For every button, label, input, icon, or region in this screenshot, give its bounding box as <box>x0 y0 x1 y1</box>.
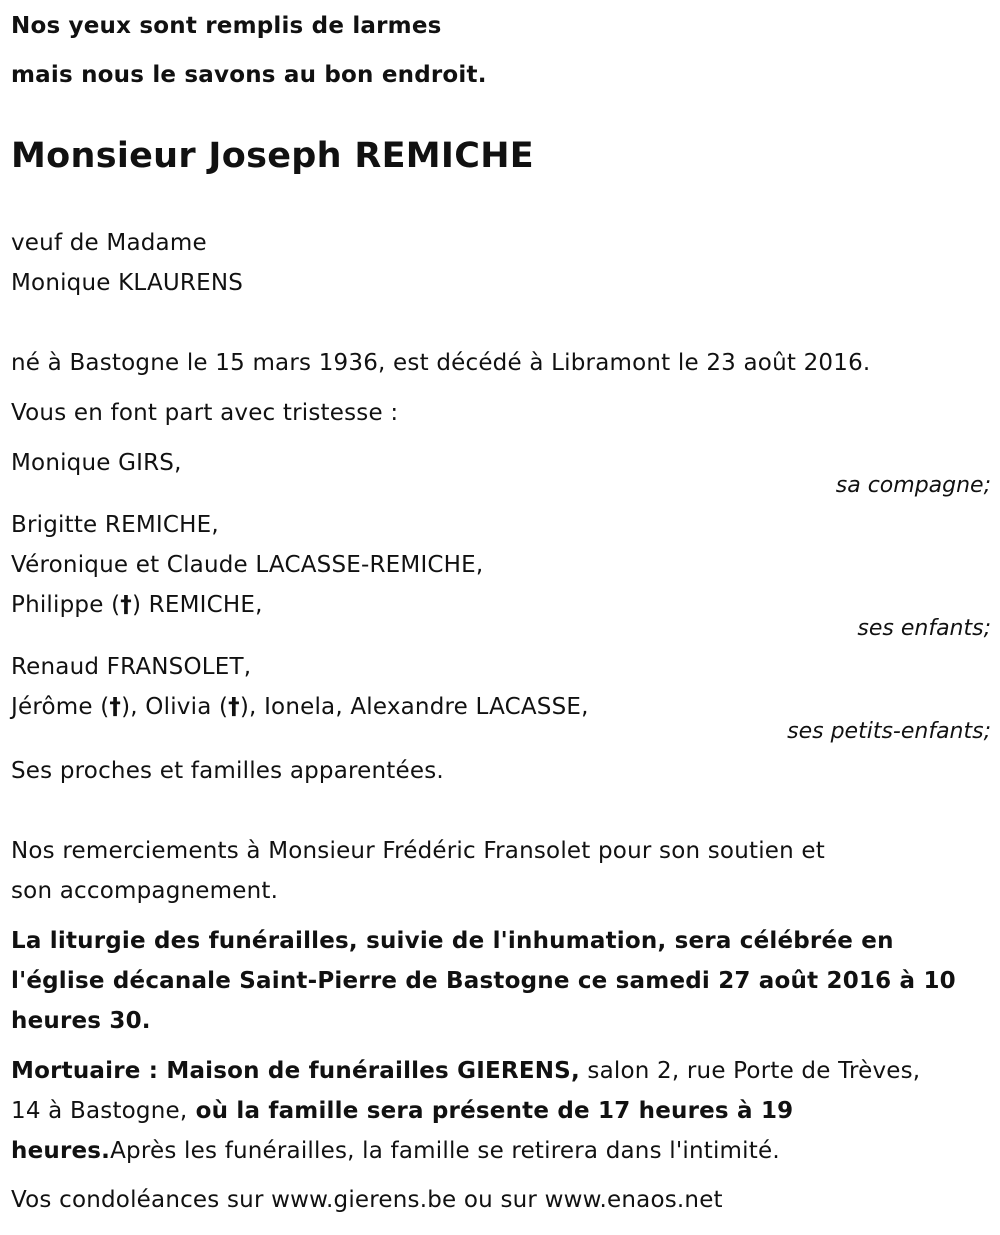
mortuary-visiting-hours: où la famille sera présente de 17 heures à 19 <box>187 1098 794 1124</box>
thanks-line-1: Nos remerciements à Monsieur Frédéric Fransolet pour son soutien et <box>11 838 825 864</box>
mortuary-address-a: salon 2, rue Porte de Trèves, <box>579 1058 921 1084</box>
liturgy-line-3: heures 30. <box>11 1008 151 1034</box>
mortuary-place: Mortuaire : Maison de funérailles GIERENS, <box>11 1058 580 1084</box>
epigraph-line-2: mais nous le savons au bon endroit. <box>11 62 487 88</box>
mortuary-visiting-hours-end: heures. <box>11 1138 111 1164</box>
mortuary-privacy-note: Après les funérailles, la famille se retirera dans l'intimité. <box>110 1138 780 1164</box>
child-2: Véronique et Claude LACASSE-REMICHE, <box>11 552 484 578</box>
liturgy-line-1: La liturgie des funérailles, suivie de l'inhumation, sera célébrée en <box>11 928 894 954</box>
grandchildren-relation: ses petits-enfants; <box>787 719 991 744</box>
dagger-icon: † <box>120 592 132 618</box>
widow-line-1: veuf de Madame <box>11 230 207 256</box>
relatives-line: Ses proches et familles apparentées. <box>11 758 444 784</box>
grandchild-text-b: ), Olivia ( <box>121 694 229 720</box>
deceased-name: Monsieur Joseph REMICHE <box>11 136 535 176</box>
child-3-text-b: ) REMICHE, <box>131 592 263 618</box>
mortuary-line-3 <box>11 1135 780 1167</box>
grandchild-text-a: Jérôme ( <box>11 694 110 720</box>
grandchild-line-2 <box>11 691 589 723</box>
dagger-icon: † <box>109 694 122 720</box>
child-3-text-a: Philippe ( <box>11 592 121 618</box>
dagger-icon: † <box>228 694 240 720</box>
companion-relation: sa compagne; <box>835 473 991 498</box>
child-3 <box>11 589 263 621</box>
mortuary-line-2 <box>11 1095 793 1127</box>
widow-line-2: Monique KLAURENS <box>11 270 244 296</box>
announcement-intro: Vous en font part avec tristesse : <box>11 400 399 426</box>
children-relation: ses enfants; <box>857 616 991 641</box>
grandchild-line-1: Renaud FRANSOLET, <box>11 654 252 680</box>
mortuary-line-1 <box>11 1055 920 1087</box>
grandchild-text-c: ), Ionela, Alexandre LACASSE, <box>239 694 589 720</box>
thanks-line-2: son accompagnement. <box>11 878 279 904</box>
birth-death-line: né à Bastogne le 15 mars 1936, est décédé à Libramont le 23 août 2016. <box>11 350 871 376</box>
epigraph-line-1: Nos yeux sont remplis de larmes <box>11 13 442 39</box>
companion-name: Monique GIRS, <box>11 450 182 476</box>
child-1: Brigitte REMICHE, <box>11 512 219 538</box>
condolences-line: Vos condoléances sur www.gierens.be ou sur www.enaos.net <box>11 1187 723 1213</box>
liturgy-line-2: l'église décanale Saint-Pierre de Bastogne ce samedi 27 août 2016 à 10 <box>11 968 956 994</box>
mortuary-address-b: 14 à Bastogne, <box>11 1098 188 1124</box>
